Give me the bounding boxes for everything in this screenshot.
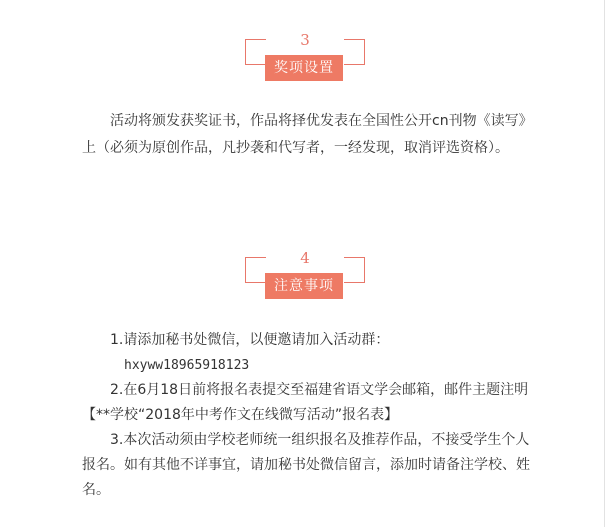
section-3-body <box>82 108 532 162</box>
page-edge-divider <box>604 0 605 527</box>
section-number: 3 <box>300 31 310 49</box>
section-4-header <box>245 249 365 303</box>
section-3-header <box>245 31 365 85</box>
section-title: 注意事项 <box>265 273 343 299</box>
section-number: 4 <box>300 249 310 267</box>
wechat-id: hxyww18965918123 <box>124 358 250 373</box>
list-item: 3.本次活动须由学校老师统一组织报名及推荐作品，不接受学生个人报名。如有其他不详事宜，请加秘书处微信留言，添加时请备注学校、姓名。 <box>82 432 530 498</box>
section-title: 奖项设置 <box>265 55 343 81</box>
list-item: 2.在6月18日前将报名表提交至福建省语文学会邮箱，邮件主题注明【**学校“2018年中考作文在线微写活动”报名表】 <box>82 382 529 423</box>
list-item: 1.请添加秘书处微信，以便邀请加入活动群： <box>110 332 390 348</box>
paragraph: 活动将颁发获奖证书，作品将择优发表在全国性公开cn刊物《读写》上（必须为原创作品，凡抄袭和代写者，一经发现，取消评选资格）。 <box>82 113 526 156</box>
section-4-list <box>82 328 532 503</box>
